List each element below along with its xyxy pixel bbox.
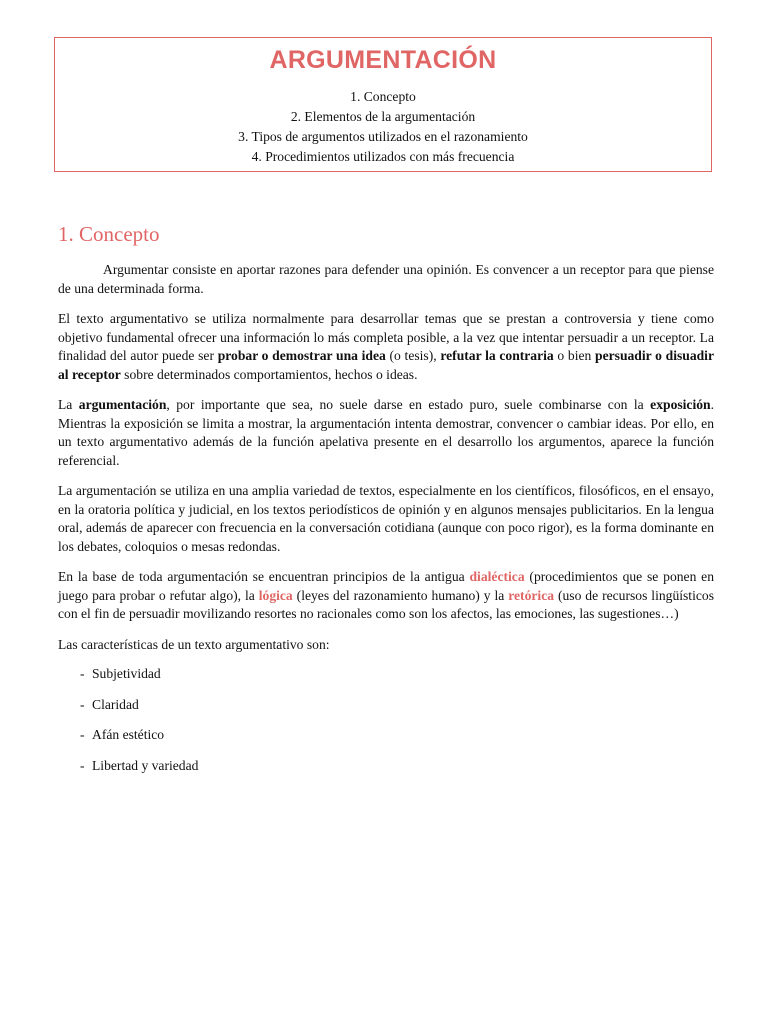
text: (o tesis),	[385, 348, 441, 363]
characteristics-list	[58, 665, 714, 775]
title-box	[54, 37, 712, 172]
paragraph-2	[58, 310, 714, 384]
list-item-text: Subjetividad	[92, 666, 161, 681]
bold-text: persuadir o disuadir al receptor	[58, 348, 714, 382]
text: La	[58, 397, 79, 412]
text: (leyes del razonamiento humano) y la	[292, 587, 509, 603]
text: , por importante que sea, no suele darse en estado puro, suele combinarse con la	[166, 397, 651, 412]
list-item	[80, 665, 714, 684]
highlight-term: lógica	[258, 587, 293, 603]
highlight-term: retórica	[508, 587, 555, 603]
bold-text: exposición	[650, 397, 711, 412]
bold-text: argumentación	[78, 397, 167, 412]
list-item-text: Afán estético	[92, 727, 165, 742]
toc-item: 1. Concepto	[350, 89, 416, 104]
list-marker: -	[80, 696, 85, 712]
text: (uso de recursos lingüísticos con el fin de persuadir movilizando resortes no racionales como son los afectos, las emociones, las sugestiones…)	[58, 587, 714, 621]
text: En la base de toda argumentación se encuentran principios de la antigua	[58, 569, 470, 584]
paragraph-4: La argumentación se utiliza en una amplia variedad de textos, especialmente en los científicos, filosóficos, en el ensayo, en la oratoria política y judicial, en los textos periodísticos de opinión y en algunos mensajes publicitarios. En la lengua oral, además de aparecer con frecuencia en la conversación cotidiana (aunque con poco rigor), es la forma dominante en los debates, coloquios o mesas redondas.	[58, 483, 714, 554]
text: El texto argumentativo se utiliza normalmente para desarrollar temas que se prestan a controversia y tiene como objetivo fundamental ofrecer una información lo más completa posible, a la vez que intentar persuadir a un receptor. La finalidad del autor puede ser	[58, 311, 714, 363]
section-heading: 1. Concepto	[58, 222, 160, 246]
highlight-term: dialéctica	[469, 569, 525, 584]
text: . Mientras la exposición se limita a mostrar, la argumentación intenta demostrar, convencer o cambiar ideas. Por ello, en un texto argumentativo además de la función apelativa presente en el desarrollo los argumentos, aparece la función referencial.	[58, 397, 714, 468]
text: sobre determinados comportamientos, hechos o ideas.	[120, 366, 418, 382]
toc-item: 3. Tipos de argumentos utilizados en el razonamiento	[238, 129, 528, 144]
list-marker: -	[80, 727, 85, 742]
toc-item: 2. Elementos de la argumentación	[290, 109, 476, 124]
paragraph-1: Argumentar consiste en aportar razones para defender una opinión. Es convencer a un receptor para que piense de una determinada forma.	[58, 262, 714, 296]
paragraph-3	[58, 396, 714, 470]
list-item	[80, 757, 714, 776]
text: (procedimientos que se ponen en juego para probar o refutar algo), la	[58, 569, 715, 603]
list-marker: -	[80, 666, 85, 681]
list-item	[80, 726, 714, 745]
text: o bien	[553, 348, 596, 363]
list-item-text: Claridad	[92, 696, 139, 712]
paragraph-5	[58, 568, 714, 624]
toc-item: 4. Procedimientos utilizados con más frecuencia	[251, 149, 515, 164]
list-item-text: Libertad y variedad	[92, 757, 199, 773]
paragraph-6: Las características de un texto argumentativo son:	[58, 636, 330, 652]
table-of-contents	[55, 87, 711, 167]
bold-text: probar o demostrar una idea	[217, 348, 386, 363]
section-content	[58, 261, 714, 787]
bold-text: refutar la contraria	[440, 348, 554, 363]
list-item	[80, 696, 714, 715]
document-title: ARGUMENTACIÓN	[269, 46, 497, 74]
list-marker: -	[80, 757, 85, 773]
